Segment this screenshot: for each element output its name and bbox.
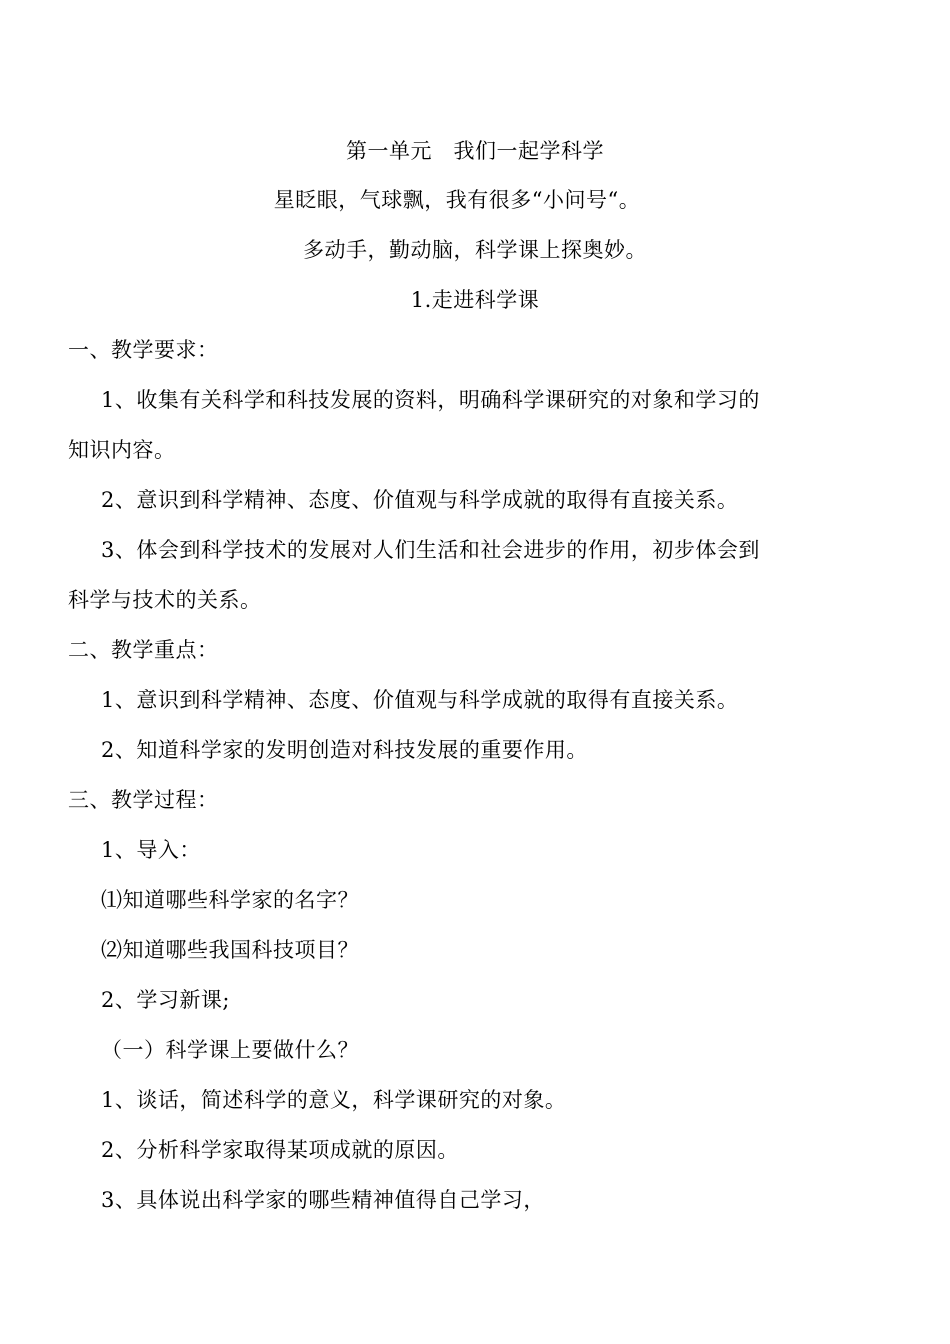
unit-title: 第一单元 我们一起学科学 <box>346 139 604 163</box>
key-point-item-2: 2、知道科学家的发明创造对科技发展的重要作用。 <box>101 738 588 762</box>
process-sub-item-3: 3、具体说出科学家的哪些精神值得自己学习， <box>101 1188 545 1212</box>
process-subsection-1: （一）科学课上要做什么？ <box>101 1038 359 1062</box>
requirement-item-1-line-1: 1、收集有关科学和科技发展的资料，明确科学课研究的对象和学习的 <box>101 388 760 412</box>
verse-line-2: 多动手，勤动脑，科学课上探奥妙。 <box>303 238 647 262</box>
key-point-item-1: 1、意识到科学精神、态度、价值观与科学成就的取得有直接关系。 <box>101 688 739 712</box>
requirement-item-1-line-2: 知识内容。 <box>68 438 176 462</box>
section-heading-requirements: 一、教学要求： <box>68 338 219 362</box>
process-sub-item-2: 2、分析科学家取得某项成就的原因。 <box>101 1138 459 1162</box>
process-step-1: 1、导入： <box>101 838 201 862</box>
section-heading-process: 三、教学过程： <box>68 788 219 812</box>
process-question-2: ⑵知道哪些我国科技项目？ <box>101 938 359 962</box>
process-step-2: 2、学习新课; <box>101 988 230 1012</box>
verse-line-1: 星眨眼，气球飘，我有很多“小问号“。 <box>273 188 641 212</box>
lesson-title: 1.走进科学课 <box>410 288 540 312</box>
requirement-item-3-line-1: 3、体会到科学技术的发展对人们生活和社会进步的作用，初步体会到 <box>101 538 760 562</box>
process-sub-item-1: 1、谈话，简述科学的意义，科学课研究的对象。 <box>101 1088 567 1112</box>
section-heading-key-points: 二、教学重点： <box>68 638 219 662</box>
process-question-1: ⑴知道哪些科学家的名字？ <box>101 888 359 912</box>
requirement-item-2: 2、意识到科学精神、态度、价值观与科学成就的取得有直接关系。 <box>101 488 739 512</box>
requirement-item-3-line-2: 科学与技术的关系。 <box>68 588 262 612</box>
